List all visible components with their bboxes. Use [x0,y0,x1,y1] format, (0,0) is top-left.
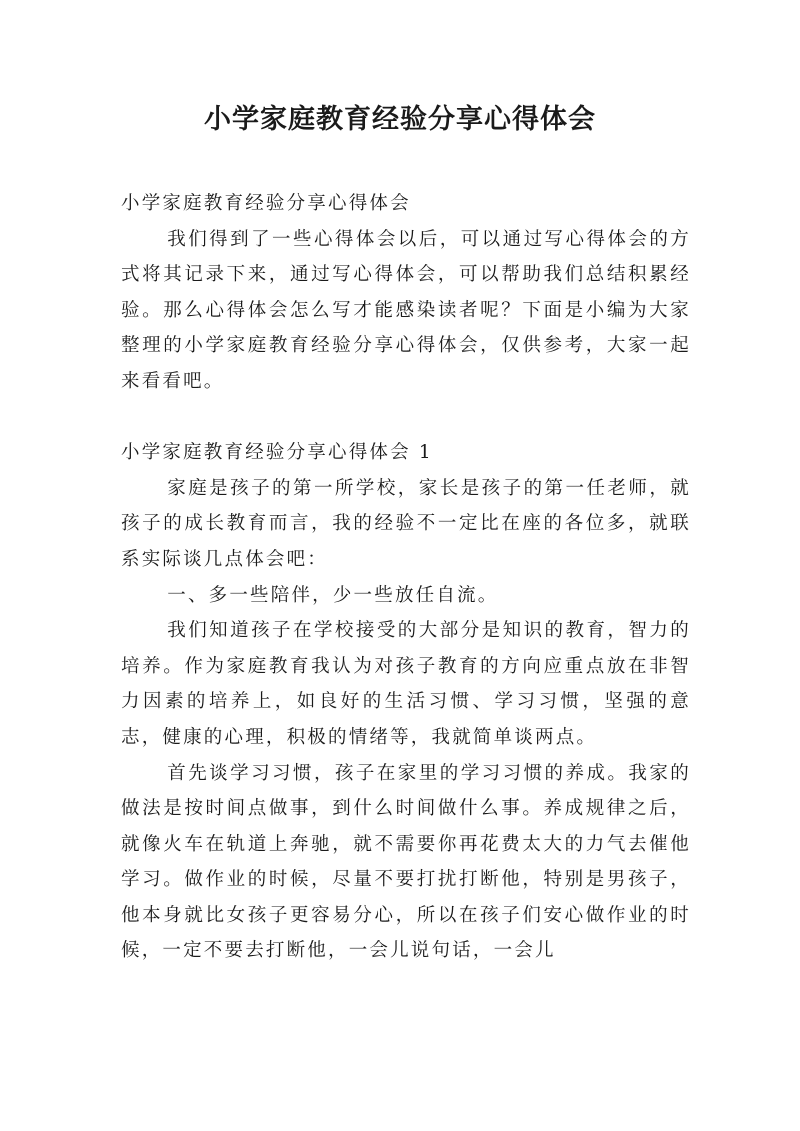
body-paragraph: 家庭是孩子的第一所学校，家长是孩子的第一任老师，就孩子的成长教育而言，我的经验不一定比在座的各位多，就联系实际谈几点体会吧： [121,477,691,570]
document-body [121,186,691,969]
document-title: 小学家庭教育经验分享心得体会 [204,104,596,135]
subheading-paragraph: 一、多一些陪伴，少一些放任自流。 [167,584,499,606]
body-paragraph: 首先谈学习习惯，孩子在家里的学习习惯的养成。我家的做法是按时间点做事，到什么时间做什么事。养成规律之后，就像火车在轨道上奔驰，就不需要你再花费太大的力气去催他学习。做作业的时候，尽量不要打扰打断他，特别是男孩子，他本身就比女孩子更容易分心，所以在孩子们安心做作业的时候，一定不要去打断他，一会儿说句话，一会儿 [121,762,691,962]
intro-paragraph: 我们得到了一些心得体会以后，可以通过写心得体会的方式将其记录下来，通过写心得体会，可以帮助我们总结积累经验。那么心得体会怎么写才能感染读者呢？下面是小编为大家整理的小学家庭教育经验分享心得体会，仅供参考，大家一起来看看吧。 [121,228,691,392]
section-heading-1: 小学家庭教育经验分享心得体会 1 [121,442,433,464]
body-paragraph: 我们知道孩子在学校接受的大部分是知识的教育，智力的培养。作为家庭教育我认为对孩子教育的方向应重点放在非智力因素的培养上，如良好的生活习惯、学习习惯，坚强的意志，健康的心理，积极的情绪等，我就简单谈两点。 [121,620,691,748]
intro-heading: 小学家庭教育经验分享心得体会 [121,193,411,214]
